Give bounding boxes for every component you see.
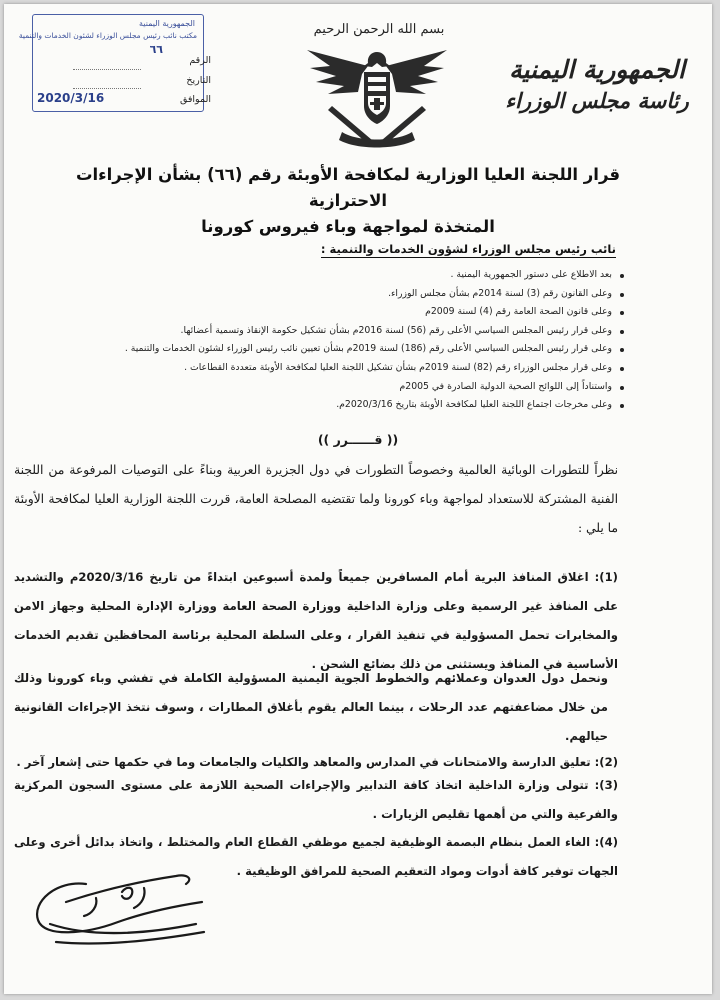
preamble-item: وعلى قرار رئيس المجلس السياسي الأعلى رقم (186) لسنة 2019م بشأن تعيين نائب رئيس الوزراء لشئون الخدمات والتنمية . xyxy=(92,340,612,359)
national-emblem-icon xyxy=(302,44,452,154)
item-text: (1): اغلاق المنافذ البرية أمام المسافرين جميعاً ولمدة أسبوعين ابتداءً من تاريخ 2020/3/16م والتشديد على المنافذ غير الرسمية وعلى وزارة الداخلية ووزارة الصحة العامة ووزارة الإدارة المحلية وجهاز الامن والمخابرات تحمل المسؤولية في تنفيذ القرار ، وعلى السلطة المحلية برئاسة المحافظين تقديم الخدمات الأساسية في المنافذ ويستثنى من ذلك بضائع الشحن . xyxy=(14,570,618,671)
number-row xyxy=(171,55,211,66)
decision-item-1 xyxy=(14,563,618,679)
reference-stamp xyxy=(18,14,211,112)
intro-paragraph xyxy=(14,456,618,543)
stamp-line xyxy=(73,88,141,89)
reference-date: 2020/3/16 xyxy=(37,91,105,105)
preamble-item: وعلى قرار رئيس المجلس السياسي الأعلى رقم (56) لسنة 2016م بشأن تشكيل حكومة الإنقاذ وتسمية أعضائها. xyxy=(92,322,612,341)
decision-item-3 xyxy=(14,771,618,829)
stamp-org-line2: مكتب نائب رئيس مجلس الوزراء لشئون الخدمات والتنمية xyxy=(18,31,197,40)
decision-word: (( قــــــرر )) xyxy=(317,432,399,447)
preamble-list xyxy=(92,266,612,415)
preamble-item: بعد الاطلاع على دستور الجمهورية اليمنية . xyxy=(92,266,612,285)
reference-number: ٦٦ xyxy=(149,43,163,56)
date-label: التاريخ xyxy=(186,75,211,86)
corresponds-label: الموافق xyxy=(179,94,211,105)
number-label: الرقم xyxy=(189,55,211,66)
date-row xyxy=(171,75,211,86)
item-text: (4): الغاء العمل بنظام البصمة الوظيفية لجميع موظفي القطاع العام والمختلط ، واتخاذ بدائل أخرى وعلى الجهات توفير كافة أدوات ومواد التعقيم الصحية للمرافق الوظيفية . xyxy=(14,835,618,878)
heading-line1: قرار اللجنة العليا الوزارية لمكافحة الأوبئة رقم (٦٦) بشأن الإجراءات الاحترازية xyxy=(75,165,621,210)
item-text: (3): تتولى وزارة الداخلية اتخاذ كافة التدابير والإجراءات الصحية اللازمة على مستوى السجون المركزية والفرعية والتي من أهمها تقليص الزيارات . xyxy=(14,778,618,821)
office-name: رئاسة مجلس الوزراء xyxy=(505,88,689,113)
preamble-item: وعلى مخرجات اجتماع اللجنة العليا لمكافحة الأوبئة بتاريخ 2020/3/16م. xyxy=(92,396,612,415)
item-text: (2): تعليق الدارسة والامتحانات في المدارس والمعاهد والكليات والجامعات وما في حكمها حتى إشعار آخر . xyxy=(16,755,618,769)
handwritten-signature xyxy=(26,862,216,962)
preamble-item: وعلى قرار مجلس الوزراء رقم (82) لسنة 2019م بشأن تشكيل اللجنة العليا لمكافحة الأوبئة متعددة القطاعات . xyxy=(92,359,612,378)
country-name: الجمهورية اليمنية xyxy=(509,55,685,84)
stamp-org-line1: الجمهورية اليمنية xyxy=(138,19,195,28)
heading-line2: المتخذة لمواجهة وباء فيروس كورونا xyxy=(201,217,495,236)
preamble-item: وعلى القانون رقم (3) لسنة 2014م بشأن مجلس الوزراء. xyxy=(92,285,612,304)
office-title xyxy=(502,54,692,116)
intro-text: نظراً للتطورات الوبائية العالمية وخصوصاً التطورات في دول الجزيرة العربية وبناءً على التوصيات المرفوعة من اللجنة الفنية المشتركة للاستعداد لمواجهة وباء كورونا ولما تقتضيه المصلحة العامة، قررت اللجنة الوزارية العليا لمكافحة الأوبئة ما يلي : xyxy=(14,463,618,535)
issuer-title: نائب رئيس مجلس الوزراء لشؤون الخدمات والتنمية : xyxy=(320,242,616,256)
preamble-item: وعلى قانون الصحة العامة رقم (4) لسنة 2009م xyxy=(92,303,612,322)
bismillah: بسم الله الرحمن الرحيم xyxy=(313,22,445,37)
preamble-item: واستناداً إلى اللوائح الصحية الدولية الصادرة في 2005م xyxy=(92,378,612,397)
decision-item-1-continuation xyxy=(14,664,608,751)
document-page xyxy=(4,4,712,994)
item-text: ونحمل دول العدوان وعملائهم والخطوط الجوية اليمنية المسؤولية الكاملة في تفشي وباء كورونا وذلك من خلال مضاعفتهم عدد الرحلات ، بينما العالم يقوم بأغلاق المطارات ، وسوف نتخذ الإجراءات القانونية حيالهم. xyxy=(14,671,608,743)
corresponds-row xyxy=(171,94,211,105)
stamp-line xyxy=(73,69,141,70)
decision-heading xyxy=(64,162,632,240)
